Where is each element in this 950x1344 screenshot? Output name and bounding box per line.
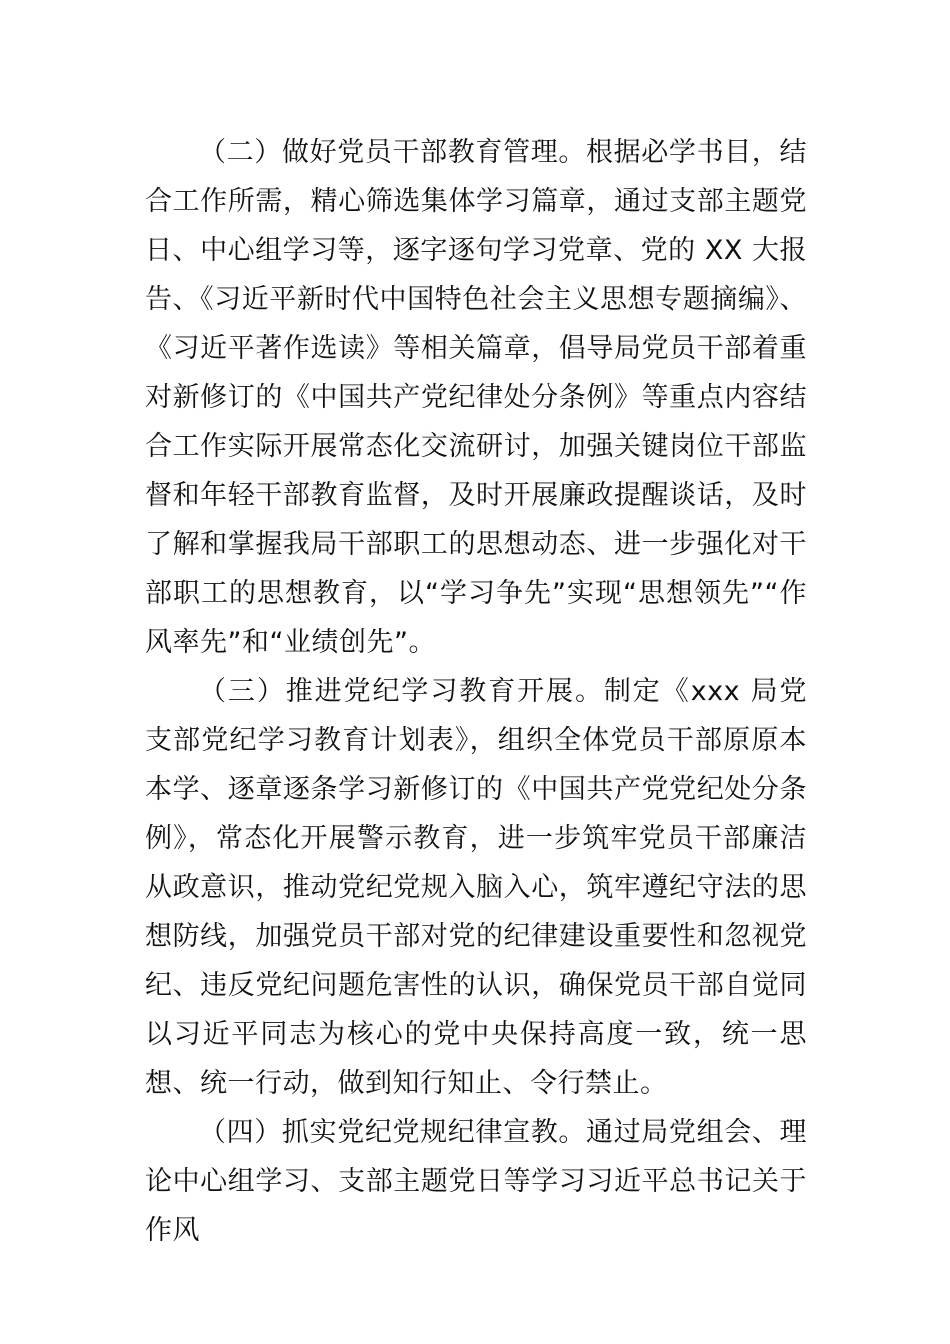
- paragraph-3-discipline-education: （三）推进党纪学习教育开展。制定《xxx 局党支部党纪学习教育计划表》，组织全体党员干部原原本本学、逐章逐条学习新修订的《中国共产党党纪处分条例》，常态化开展警示教育，进一步筑牢党员干部廉洁从政意识，推动党纪党规入脑入心，筑牢遵纪守法的思想防线，加强党员干部对党的纪律建设重要性和忽视党纪、违反党纪问题危害性的认识，确保党员干部自觉同以习近平同志为核心的党中央保持高度一致，统一思想、统一行动，做到知行知止、令行禁止。: [145, 676, 807, 1099]
- paragraph-2-education-management: （二）做好党员干部教育管理。根据必学书目，结合工作所需，精心筛选集体学习篇章，通过支部主题党日、中心组学习等，逐字逐句学习党章、党的 XX 大报告、《习近平新时代中国特色社会主义思想专题摘编》、《习近平著作选读》等相关篇章，倡导局党员干部着重对新修订的《中国共产党纪律处分条例》等重点内容结合工作实际开展常态化交流研讨，加强关键岗位干部监督和年轻干部教育监督，及时开展廉政提醒谈话，及时了解和掌握我局干部职工的思想动态、进一步强化对干部职工的思想教育，以“学习争先”实现“思想领先”“作风率先”和“业绩创先”。: [145, 137, 807, 658]
- paragraph-4-discipline-publicity: （四）抓实党纪党规纪律宣教。通过局党组会、理论中心组学习、支部主题党日等学习习近平总书记关于作风: [145, 1117, 807, 1246]
- document-body: [145, 128, 807, 1255]
